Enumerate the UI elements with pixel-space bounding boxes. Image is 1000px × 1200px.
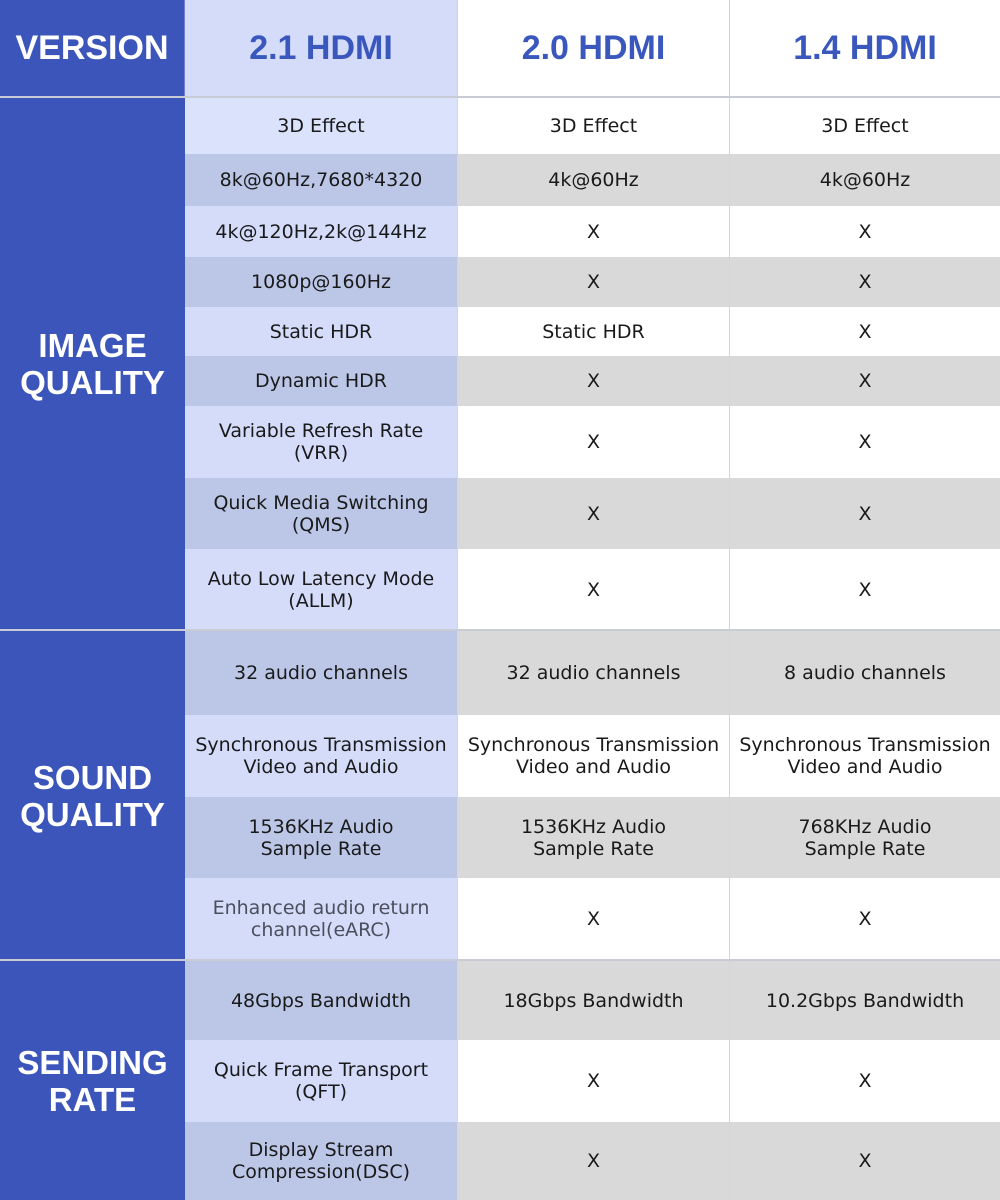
cell-hdmi-1-4: X (729, 257, 1000, 307)
column-header-hdmi-2-1: 2.1 HDMI (185, 0, 457, 96)
table-row (185, 631, 1000, 715)
cell-hdmi-2-0: X (457, 478, 729, 549)
cell-hdmi-1-4: X (729, 478, 1000, 549)
table-row (185, 878, 1000, 960)
section-label-sound-quality: SOUND QUALITY (0, 631, 185, 960)
cell-hdmi-1-4: 768KHz Audio Sample Rate (729, 797, 1000, 878)
table-header (0, 0, 1000, 98)
section-label-image-quality: IMAGE QUALITY (0, 98, 185, 630)
cell-hdmi-1-4: 4k@60Hz (729, 154, 1000, 206)
cell-hdmi-1-4: X (729, 356, 1000, 406)
cell-hdmi-2-1: Quick Frame Transport (QFT) (185, 1040, 457, 1122)
table-row (185, 356, 1000, 406)
section-label-sending-rate: SENDING RATE (0, 961, 185, 1200)
cell-hdmi-2-0: X (457, 406, 729, 478)
column-header-hdmi-2-0: 2.0 HDMI (457, 0, 729, 96)
cell-hdmi-2-0: X (457, 878, 729, 960)
cell-hdmi-2-0: X (457, 206, 729, 257)
table-row (185, 797, 1000, 878)
cell-hdmi-2-1: 8k@60Hz,7680*4320 (185, 154, 457, 206)
cell-hdmi-2-1: Dynamic HDR (185, 356, 457, 406)
cell-hdmi-2-1: Display Stream Compression(DSC) (185, 1122, 457, 1200)
table-row (185, 715, 1000, 797)
section-rows (185, 631, 1000, 960)
cell-hdmi-2-0: 18Gbps Bandwidth (457, 961, 729, 1040)
cell-hdmi-2-0: X (457, 1040, 729, 1122)
cell-hdmi-2-1: 1080p@160Hz (185, 257, 457, 307)
version-header: VERSION (0, 0, 185, 96)
table-row (185, 154, 1000, 206)
cell-hdmi-1-4: 8 audio channels (729, 631, 1000, 715)
cell-hdmi-1-4: X (729, 549, 1000, 630)
cell-hdmi-1-4: X (729, 1040, 1000, 1122)
cell-hdmi-1-4: 10.2Gbps Bandwidth (729, 961, 1000, 1040)
cell-hdmi-2-1: 32 audio channels (185, 631, 457, 715)
section-image-quality (0, 98, 1000, 630)
cell-hdmi-1-4: X (729, 307, 1000, 356)
cell-hdmi-2-1: Auto Low Latency Mode (ALLM) (185, 549, 457, 630)
cell-hdmi-2-0: 1536KHz Audio Sample Rate (457, 797, 729, 878)
table-row (185, 307, 1000, 356)
table-row (185, 478, 1000, 549)
cell-hdmi-1-4: X (729, 878, 1000, 960)
cell-hdmi-2-0: 4k@60Hz (457, 154, 729, 206)
section-rows (185, 98, 1000, 630)
cell-hdmi-1-4: Synchronous Transmission Video and Audio (729, 715, 1000, 797)
cell-hdmi-2-1: Enhanced audio return channel(eARC) (185, 878, 457, 960)
table-row (185, 1040, 1000, 1122)
table-row (185, 1122, 1000, 1200)
cell-hdmi-2-1: Variable Refresh Rate (VRR) (185, 406, 457, 478)
section-rows (185, 961, 1000, 1200)
section-sending-rate (0, 961, 1000, 1200)
table-row (185, 257, 1000, 307)
cell-hdmi-2-1: Static HDR (185, 307, 457, 356)
cell-hdmi-2-0: X (457, 257, 729, 307)
section-sound-quality (0, 631, 1000, 960)
cell-hdmi-2-0: 32 audio channels (457, 631, 729, 715)
column-header-hdmi-1-4: 1.4 HDMI (729, 0, 1000, 96)
cell-hdmi-2-1: 3D Effect (185, 98, 457, 154)
cell-hdmi-2-1: Synchronous Transmission Video and Audio (185, 715, 457, 797)
cell-hdmi-2-1: Quick Media Switching (QMS) (185, 478, 457, 549)
cell-hdmi-2-1: 48Gbps Bandwidth (185, 961, 457, 1040)
cell-hdmi-1-4: X (729, 1122, 1000, 1200)
cell-hdmi-2-0: X (457, 549, 729, 630)
table-row (185, 549, 1000, 630)
cell-hdmi-2-0: 3D Effect (457, 98, 729, 154)
table-row (185, 961, 1000, 1040)
cell-hdmi-2-0: X (457, 1122, 729, 1200)
table-row (185, 406, 1000, 478)
cell-hdmi-1-4: X (729, 206, 1000, 257)
cell-hdmi-1-4: X (729, 406, 1000, 478)
cell-hdmi-2-0: X (457, 356, 729, 406)
table-row (185, 206, 1000, 257)
cell-hdmi-2-0: Static HDR (457, 307, 729, 356)
cell-hdmi-1-4: 3D Effect (729, 98, 1000, 154)
cell-hdmi-2-0: Synchronous Transmission Video and Audio (457, 715, 729, 797)
cell-hdmi-2-1: 4k@120Hz,2k@144Hz (185, 206, 457, 257)
cell-hdmi-2-1: 1536KHz Audio Sample Rate (185, 797, 457, 878)
table-row (185, 98, 1000, 154)
